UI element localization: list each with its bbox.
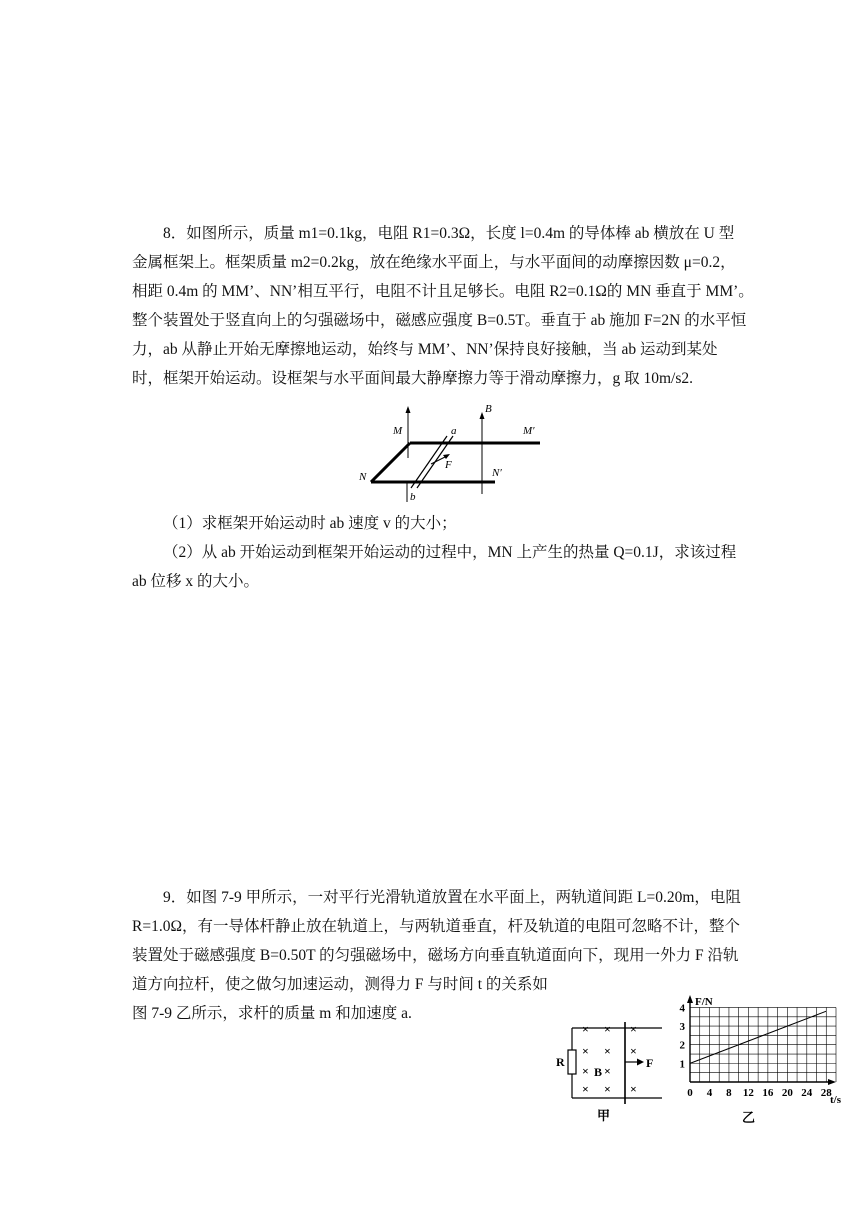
svg-text:×: × xyxy=(604,1044,611,1058)
q8-line: 力，ab 从静止开始无摩擦地运动，始终与 MM’、NN’保持良好接触，当 ab 运动到某处 xyxy=(132,341,718,358)
x-tick-label: 20 xyxy=(781,1087,793,1099)
q9-line: 道方向拉杆，使之做匀加速运动，测得力 F 与时间 t 的关系如 xyxy=(132,976,548,993)
q9-line: 9．如图 7-9 甲所示，一对平行光滑轨道放置在水平面上，两轨道间距 L=0.20m，电阻 xyxy=(163,889,741,906)
x-axis-arrow xyxy=(828,1079,836,1085)
q8-line: 相距 0.4m 的 MM’、NN’相互平行，电阻不计且足够长。电阻 R2=0.1Ω的 MN 垂直于 MM’。 xyxy=(132,283,754,300)
x-axis-label: t/s xyxy=(830,1094,841,1106)
svg-text:×: × xyxy=(582,1082,589,1096)
chart-grid xyxy=(690,1007,836,1082)
force-time-chart xyxy=(672,992,858,1128)
q9-line: 装置处于磁感强度 B=0.50T 的匀强磁场中，磁场方向垂直轨道面向下，现用一外力 F 沿轨 xyxy=(132,947,739,964)
x-tick-label: 12 xyxy=(742,1087,754,1099)
q8-line: 时，框架开始运动。设框架与水平面间最大静摩擦力等于滑动摩擦力，g 取 10m/s2. xyxy=(132,370,694,387)
y-axis-arrow xyxy=(687,995,693,1003)
q8-line: 金属框架上。框架质量 m2=0.2kg，放在绝缘水平面上，与水平面间的动摩擦因数 μ=0.2， xyxy=(132,254,736,271)
label-F: F xyxy=(646,1056,654,1070)
svg-text:×: × xyxy=(604,1064,611,1078)
svg-text:×: × xyxy=(582,1022,589,1036)
svg-text:×: × xyxy=(582,1044,589,1058)
q8-sub2-line1: （2）从 ab 开始运动到框架开始运动的过程中，MN 上产生的热量 Q=0.1J，求该过程 xyxy=(163,544,737,561)
svg-text:×: × xyxy=(604,1022,611,1036)
label-B: B xyxy=(594,1065,603,1079)
svg-text:×: × xyxy=(630,1044,637,1058)
y-tick-label: 1 xyxy=(679,1058,685,1071)
x-tick-label: 4 xyxy=(706,1087,713,1099)
q8-line: 整个装置处于竖直向上的匀强磁场中，磁感应强度 B=0.5T。垂直于 ab 施加 F=2N 的水平恒 xyxy=(132,312,747,329)
label-b: b xyxy=(410,491,416,503)
y-tick-label: 3 xyxy=(679,1021,685,1034)
question-9-text xyxy=(132,883,741,1028)
q8-rail-figure xyxy=(355,398,555,506)
svg-text:×: × xyxy=(604,1082,611,1096)
resistor xyxy=(568,1050,576,1074)
chart-labels xyxy=(680,996,842,1125)
svg-text:×: × xyxy=(630,1082,637,1096)
svg-text:×: × xyxy=(630,1022,637,1036)
label-M: M xyxy=(393,425,403,437)
y-tick-label: 2 xyxy=(679,1039,685,1052)
q9-line: R=1.0Ω，有一导体杆静止放在轨道上，与两轨道垂直，杆及轨道的电阻可忽略不计，整个 xyxy=(132,918,740,935)
q8-line: 8．如图所示，质量 m1=0.1kg，电阻 R1=0.3Ω，长度 l=0.4m 的导体棒 ab 横放在 U 型 xyxy=(163,225,735,242)
x-tick-label: 24 xyxy=(801,1087,813,1099)
x-tick-label: 8 xyxy=(726,1087,732,1099)
x-tick-label: 0 xyxy=(687,1087,693,1099)
q8-sub1: （1）求框架开始运动时 ab 速度 v 的大小； xyxy=(163,515,457,532)
q8-sub2-line2: ab 位移 x 的大小。 xyxy=(132,573,260,590)
q9-line: 图 7-9 乙所示，求杆的质量 m 和加速度 a. xyxy=(132,1005,412,1022)
caption-jia: 甲 xyxy=(597,1108,611,1123)
x-tick-label: 16 xyxy=(762,1087,774,1099)
label-M-prime: M′ xyxy=(523,425,535,437)
label-B: B xyxy=(485,403,492,415)
label-R: R xyxy=(556,1055,565,1069)
x-tick-label: 28 xyxy=(820,1087,832,1099)
label-a: a xyxy=(451,425,457,437)
y-axis-label: F/N xyxy=(695,996,713,1008)
y-tick-label: 4 xyxy=(679,1002,685,1015)
label-N-prime: N′ xyxy=(492,467,502,479)
magnetic-field-crosses xyxy=(582,1022,637,1096)
label-N: N xyxy=(359,471,367,483)
svg-text:×: × xyxy=(582,1064,589,1078)
label-F: F xyxy=(445,459,452,471)
q8-subquestions xyxy=(132,509,737,596)
chart-caption: 乙 xyxy=(742,1110,756,1125)
question-8-text xyxy=(132,219,754,393)
q9-circuit-figure xyxy=(552,1018,672,1126)
